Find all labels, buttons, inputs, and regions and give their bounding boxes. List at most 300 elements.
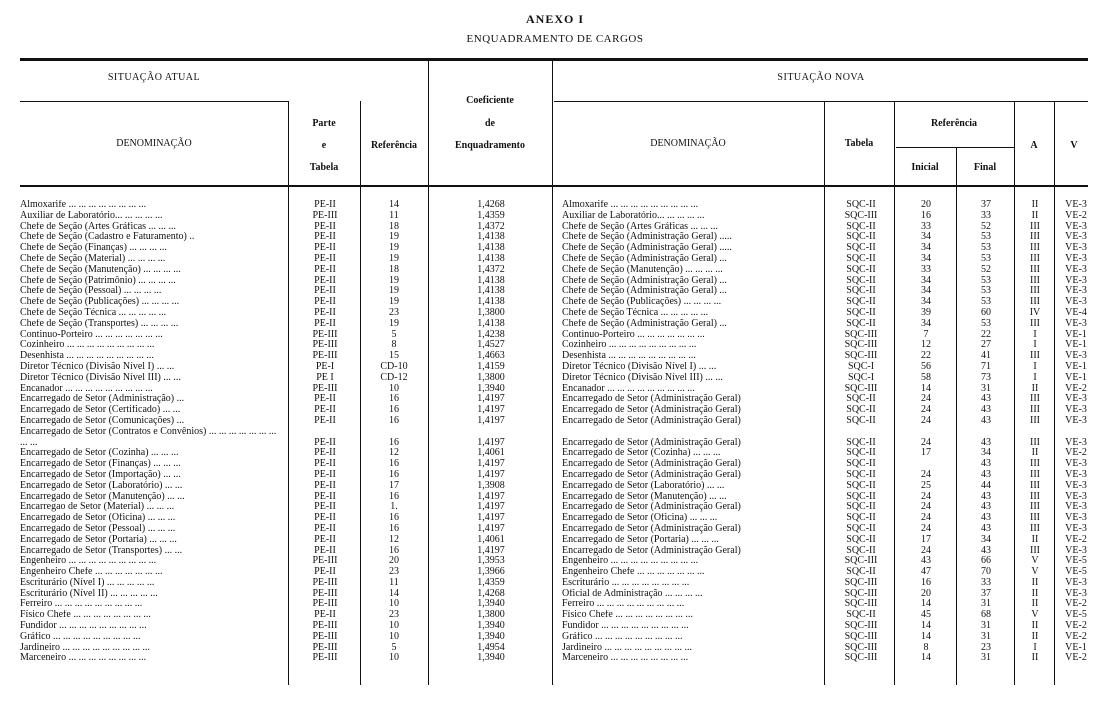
cell-coeficiente: 1,3940	[477, 653, 505, 664]
cell-referencia: 23	[389, 307, 399, 318]
cell-a: II	[1031, 588, 1039, 599]
cell-referencia-final: 60	[981, 307, 991, 318]
cell-v: VE-2	[1065, 534, 1087, 545]
cell-v: VE-3	[1065, 351, 1087, 362]
cell-a: II	[1031, 621, 1039, 632]
cell-a: III	[1030, 275, 1040, 286]
cell-v: VE-2	[1065, 599, 1087, 610]
header-divider-referencia	[896, 147, 1014, 148]
header-coeficiente: Coeficiente	[466, 95, 514, 106]
cell-tabela-nova: SQC-III	[844, 383, 878, 394]
cell-a: III	[1030, 232, 1040, 243]
cell-denominacao: Continuo-Porteiro ... ... ... ... ... ... ...	[20, 329, 163, 340]
cell-denominacao: Encarregado de Setor (Contratos e Convênios) ... ... ... ... ... ... ... ... ...	[20, 426, 277, 448]
cell-denominacao: Encarregado de Setor (Comunicações) ...	[20, 415, 185, 426]
cell-tabela: PE-II	[314, 318, 336, 329]
cell-tabela-nova: SQC-II	[846, 394, 876, 405]
cell-referencia-inicial: 24	[921, 502, 931, 513]
cell-tabela: PE-II	[314, 297, 336, 308]
cell-tabela: PE-II	[314, 448, 336, 459]
cell-denominacao-nova: Chefe de Seção (Publicações) ... ... ... ...	[562, 297, 722, 308]
cell-referencia-inicial: 34	[921, 318, 931, 329]
table-row	[0, 286, 1110, 297]
table-row	[0, 643, 1110, 654]
cell-denominacao: Cozinheiro ... ... ... ... ... ... ... ... ...	[20, 340, 155, 351]
cell-a: I	[1033, 329, 1037, 340]
cell-tabela: PE-II	[314, 264, 336, 275]
cell-coeficiente: 1,4138	[477, 297, 505, 308]
cell-referencia: 20	[389, 556, 399, 567]
cell-referencia: 16	[389, 459, 399, 470]
cell-coeficiente: 1,4268	[477, 588, 505, 599]
cell-referencia-inicial: 16	[921, 577, 931, 588]
cell-v: VE-3	[1065, 437, 1087, 448]
cell-coeficiente: 1,4238	[477, 329, 505, 340]
cell-tabela: PE-III	[312, 340, 338, 351]
cell-denominacao-nova: Gráfico ... ... ... ... ... ... ... ... ...	[562, 631, 683, 642]
cell-referencia-final: 37	[981, 588, 991, 599]
cell-referencia-inicial: 39	[921, 307, 931, 318]
cell-referencia-inicial: 24	[921, 405, 931, 416]
cell-denominacao: Diretor Técnico (Divisão Nível I) ... ...	[20, 361, 175, 372]
cell-v: VE-1	[1065, 361, 1087, 372]
cell-referencia-final: 43	[981, 415, 991, 426]
cell-a: V	[1031, 610, 1039, 621]
cell-coeficiente: 1,4138	[477, 243, 505, 254]
cell-referencia-final: 31	[981, 631, 991, 642]
cell-coeficiente: 1,3940	[477, 621, 505, 632]
cell-a: III	[1030, 253, 1040, 264]
cell-coeficiente: 1,3966	[477, 567, 505, 578]
header-situacao-nova: SITUAÇÃO NOVA	[777, 72, 865, 83]
cell-referencia-inicial: 8	[923, 642, 929, 653]
cell-denominacao: Encarregado de Setor (Laboratório) ... ...	[20, 480, 183, 491]
cell-referencia: 10	[389, 599, 399, 610]
cell-coeficiente: 1,3940	[477, 599, 505, 610]
cell-denominacao-nova: Físico Chefe ... ... ... ... ... ... ... ...	[562, 610, 693, 621]
cell-referencia: 11	[389, 210, 399, 221]
cell-tabela-nova: SQC-III	[844, 556, 878, 567]
cell-referencia-final: 43	[981, 491, 991, 502]
cell-denominacao-nova: Almoxarife ... ... ... ... ... ... ... ... ...	[562, 200, 699, 210]
cell-coeficiente: 1,4372	[477, 221, 505, 232]
cell-v: VE-1	[1065, 329, 1087, 340]
table-row	[0, 340, 1110, 351]
cell-a: II	[1031, 210, 1039, 221]
cell-referencia-final: 68	[981, 610, 991, 621]
cell-a: III	[1030, 545, 1040, 556]
cell-coeficiente: 1,4372	[477, 264, 505, 275]
table-row	[0, 362, 1110, 373]
cell-coeficiente: 1,4197	[477, 469, 505, 480]
table-row	[0, 513, 1110, 524]
cell-a: III	[1030, 523, 1040, 534]
cell-denominacao: Encarregado de Setor (Cozinha) ... ... ...	[20, 448, 179, 459]
cell-referencia-final: 43	[981, 469, 991, 480]
cell-coeficiente: 1,3940	[477, 631, 505, 642]
table-row	[0, 589, 1110, 600]
cell-tabela: PE-III	[312, 588, 338, 599]
cell-referencia-final: 43	[981, 545, 991, 556]
cell-referencia: 16	[389, 405, 399, 416]
cell-tabela: PE-II	[314, 491, 336, 502]
table-row	[0, 405, 1110, 416]
cell-tabela-nova: SQC-II	[846, 221, 876, 232]
table-row	[0, 297, 1110, 308]
cell-referencia: 19	[389, 275, 399, 286]
cell-referencia: 14	[389, 588, 399, 599]
header-divider-right	[554, 101, 1088, 102]
cell-referencia-inicial: 14	[921, 599, 931, 610]
cell-coeficiente: 1,4061	[477, 534, 505, 545]
cell-tabela: PE-II	[314, 513, 336, 524]
cell-referencia-final: 41	[981, 351, 991, 362]
cell-tabela-nova: SQC-II	[846, 286, 876, 297]
cell-denominacao: Escriturário (Nível II) ... ... ... ... ...	[20, 588, 158, 599]
cell-referencia-inicial: 24	[921, 513, 931, 524]
cell-tabela: PE-II	[314, 405, 336, 416]
cell-referencia-final: 52	[981, 221, 991, 232]
cell-v: VE-3	[1065, 264, 1087, 275]
cell-referencia: 23	[389, 567, 399, 578]
cell-coeficiente: 1,4197	[477, 459, 505, 470]
cell-tabela: PE-II	[314, 221, 336, 232]
cell-denominacao-nova: Encarregado de Setor (Administração Geral)	[562, 394, 741, 405]
cell-v: VE-3	[1065, 243, 1087, 254]
header-referencia: Referência	[370, 140, 418, 151]
cell-v: VE-3	[1065, 588, 1087, 599]
cell-tabela-nova: SQC-II	[846, 469, 876, 480]
cell-v: VE-3	[1065, 577, 1087, 588]
cell-referencia-inicial: 17	[921, 534, 931, 545]
cell-a: III	[1030, 480, 1040, 491]
cell-referencia: 12	[389, 448, 399, 459]
cell-referencia: 11	[389, 577, 399, 588]
cell-denominacao: Encanador ... ... ... ... ... ... ... ... ...	[20, 383, 153, 394]
cell-referencia-final: 33	[981, 210, 991, 221]
cell-v: VE-3	[1065, 394, 1087, 405]
cell-referencia-inicial: 58	[921, 372, 931, 383]
table-row	[0, 384, 1110, 395]
cell-tabela: PE I	[316, 372, 334, 383]
cell-coeficiente: 1,4197	[477, 545, 505, 556]
cell-referencia-inicial: 24	[921, 523, 931, 534]
cell-referencia: 16	[389, 415, 399, 426]
cell-denominacao: Físico Chefe ... ... ... ... ... ... ... ...	[20, 610, 151, 621]
cell-referencia: 14	[389, 200, 399, 210]
table-row	[0, 567, 1110, 578]
cell-referencia: 16	[389, 394, 399, 405]
cell-referencia: 19	[389, 243, 399, 254]
cell-v: VE-3	[1065, 253, 1087, 264]
cell-referencia-final: 31	[981, 653, 991, 664]
cell-a: III	[1030, 469, 1040, 480]
cell-denominacao-nova: Encanador ... ... ... ... ... ... ... ... ...	[562, 383, 695, 394]
cell-referencia: 18	[389, 264, 399, 275]
cell-a: III	[1030, 459, 1040, 470]
cell-tabela-nova: SQC-II	[846, 545, 876, 556]
cell-tabela: PE-III	[312, 631, 338, 642]
table-row	[0, 211, 1110, 222]
cell-referencia: 19	[389, 232, 399, 243]
cell-denominacao: Encarregado de Setor (Importação) ... ...	[20, 469, 181, 480]
cell-denominacao: Engenheiro ... ... ... ... ... ... ... ... ...	[20, 556, 157, 567]
table-row	[0, 610, 1110, 621]
cell-referencia-final: 31	[981, 621, 991, 632]
table-row	[0, 448, 1110, 459]
cell-coeficiente: 1,4138	[477, 286, 505, 297]
cell-referencia-final: 43	[981, 405, 991, 416]
table-row	[0, 319, 1110, 330]
cell-tabela: PE-II	[314, 502, 336, 513]
cell-referencia-inicial: 33	[921, 264, 931, 275]
table-row	[0, 556, 1110, 567]
cell-tabela-nova: SQC-II	[846, 480, 876, 491]
cell-coeficiente: 1,4138	[477, 232, 505, 243]
table-body	[0, 200, 1110, 664]
cell-a: II	[1031, 653, 1039, 664]
cell-referencia-final: 43	[981, 394, 991, 405]
cell-a: I	[1033, 340, 1037, 351]
cell-tabela-nova: SQC-II	[846, 610, 876, 621]
cell-referencia-inicial: 24	[921, 469, 931, 480]
cell-referencia-inicial: 24	[921, 545, 931, 556]
cell-denominacao-nova: Encarregado de Setor (Administração Geral)	[562, 437, 741, 448]
cell-coeficiente: 1,3908	[477, 480, 505, 491]
cell-a: III	[1030, 318, 1040, 329]
cell-denominacao-nova: Chefe de Seção (Administração Geral) ...	[562, 253, 727, 264]
cell-v: VE-2	[1065, 631, 1087, 642]
cell-tabela-nova: SQC-II	[846, 253, 876, 264]
cell-coeficiente: 1,4138	[477, 253, 505, 264]
cell-tabela-nova: SQC-II	[846, 264, 876, 275]
cell-v: VE-5	[1065, 567, 1087, 578]
cell-denominacao-nova: Chefe de Seção (Administração Geral) ...	[562, 286, 727, 297]
table-row	[0, 599, 1110, 610]
cell-referencia: 16	[389, 513, 399, 524]
cell-referencia-final: 53	[981, 253, 991, 264]
cell-denominacao: Encarregado de Setor (Certificado) ... ...	[20, 405, 181, 416]
cell-denominacao-nova: Chefe de Seção (Administração Geral) ...	[562, 275, 727, 286]
table-row	[0, 222, 1110, 233]
cell-tabela-nova: SQC-III	[844, 210, 878, 221]
cell-coeficiente: 1,4954	[477, 642, 505, 653]
cell-a: II	[1031, 599, 1039, 610]
cell-tabela: PE-II	[314, 415, 336, 426]
cell-denominacao: Chefe de Seção Técnica ... ... ... ... ...	[20, 307, 167, 318]
cell-denominacao-nova: Ferreiro ... ... ... ... ... ... ... ... ...	[562, 599, 685, 610]
cell-denominacao-nova: Chefe de Seção (Administração Geral) .....	[562, 232, 732, 243]
header-tabela-nova: Tabela	[844, 138, 874, 149]
cell-tabela-nova: SQC-III	[844, 599, 878, 610]
cell-denominacao: Chefe de Seção (Cadastro e Faturamento) ..	[20, 232, 195, 243]
cell-tabela: PE-II	[314, 469, 336, 480]
cell-coeficiente: 1,3800	[477, 610, 505, 621]
header-referencia-nova: Referência	[930, 118, 978, 129]
cell-coeficiente: 1,4197	[477, 415, 505, 426]
cell-tabela: PE-III	[312, 383, 338, 394]
cell-denominacao-nova: Chefe de Seção Técnica ... ... ... ... ...	[562, 307, 709, 318]
cell-coeficiente: 1,3953	[477, 556, 505, 567]
cell-referencia: 18	[389, 221, 399, 232]
cell-referencia-final: 43	[981, 437, 991, 448]
cell-tabela: PE-II	[314, 275, 336, 286]
cell-v: VE-3	[1065, 297, 1087, 308]
cell-referencia-final: 43	[981, 459, 991, 470]
cell-referencia-inicial: 14	[921, 383, 931, 394]
cell-v: VE-3	[1065, 415, 1087, 426]
cell-a: III	[1030, 221, 1040, 232]
header-situacao-atual: SITUAÇÃO ATUAL	[107, 72, 201, 83]
cell-tabela-nova: SQC-II	[846, 275, 876, 286]
document-title: ENQUADRAMENTO DE CARGOS	[466, 33, 644, 45]
cell-a: III	[1030, 297, 1040, 308]
cell-tabela-nova: SQC-II	[846, 232, 876, 243]
cell-denominacao: Ferreiro ... ... ... ... ... ... ... ... ...	[20, 599, 143, 610]
table-top-rule	[20, 58, 1088, 61]
cell-tabela: PE-II	[314, 480, 336, 491]
cell-denominacao: Chefe de Seção (Manutenção) ... ... ... ...	[20, 264, 181, 275]
cell-tabela: PE-II	[314, 253, 336, 264]
cell-referencia-inicial: 33	[921, 221, 931, 232]
cell-coeficiente: 1,3800	[477, 372, 505, 383]
cell-referencia-inicial: 45	[921, 610, 931, 621]
cell-v: VE-1	[1065, 340, 1087, 351]
header-v: V	[1070, 140, 1078, 151]
cell-referencia-inicial: 24	[921, 491, 931, 502]
table-row	[0, 200, 1110, 211]
cell-denominacao: Desenhista ... ... ... ... ... ... ... ... ...	[20, 351, 154, 362]
cell-tabela: PE-III	[312, 599, 338, 610]
cell-a: II	[1031, 448, 1039, 459]
header-a: A	[1030, 140, 1038, 151]
cell-tabela-nova: SQC-II	[846, 448, 876, 459]
cell-coeficiente: 1,4159	[477, 361, 505, 372]
cell-tabela-nova: SQC-III	[844, 329, 878, 340]
cell-referencia-final: 71	[981, 361, 991, 372]
cell-referencia-inicial: 17	[921, 448, 931, 459]
cell-coeficiente: 1,4138	[477, 275, 505, 286]
table-row	[0, 578, 1110, 589]
cell-referencia: 16	[389, 491, 399, 502]
cell-denominacao-nova: Continuo-Porteiro ... ... ... ... ... ... ...	[562, 329, 705, 340]
cell-referencia-final: 31	[981, 599, 991, 610]
cell-tabela: PE-II	[314, 567, 336, 578]
cell-tabela: PE-II	[314, 534, 336, 545]
cell-referencia-final: 31	[981, 383, 991, 394]
cell-tabela-nova: SQC-I	[847, 361, 875, 372]
cell-denominacao-nova: Encarregado de Setor (Administração Geral)	[562, 405, 741, 416]
cell-tabela: PE-II	[314, 610, 336, 621]
cell-denominacao-nova: Engenheiro Chefe ... ... ... ... ... ... ...	[562, 567, 705, 578]
cell-referencia-inicial: 34	[921, 243, 931, 254]
cell-a: III	[1030, 243, 1040, 254]
cell-referencia-final: 66	[981, 556, 991, 567]
cell-denominacao: Chefe de Seção (Material) ... ... ... ...	[20, 253, 166, 264]
cell-denominacao-nova: Chefe de Seção (Administração Geral) .....	[562, 243, 732, 254]
cell-referencia: 10	[389, 621, 399, 632]
cell-referencia-final: 52	[981, 264, 991, 275]
table-row	[0, 653, 1110, 664]
cell-referencia-final: 22	[981, 329, 991, 340]
cell-referencia: 12	[389, 534, 399, 545]
cell-a: V	[1031, 567, 1039, 578]
cell-v: VE-5	[1065, 610, 1087, 621]
cell-denominacao: Encarregao de Setor (Material) ... ... ...	[20, 502, 175, 513]
table-row	[0, 427, 1110, 449]
cell-tabela-nova: SQC-III	[844, 577, 878, 588]
cell-referencia: 5	[391, 642, 397, 653]
cell-v: VE-3	[1065, 545, 1087, 556]
cell-tabela-nova: SQC-III	[844, 588, 878, 599]
cell-v: VE-3	[1065, 232, 1087, 243]
table-row	[0, 524, 1110, 535]
cell-denominacao-nova: Encarregado de Setor (Cozinha) ... ... ...	[562, 448, 721, 459]
cell-coeficiente: 1,4663	[477, 351, 505, 362]
cell-v: VE-1	[1065, 642, 1087, 653]
cell-denominacao: Encarregado de Setor (Portaria) ... ... ...	[20, 534, 177, 545]
table-row	[0, 330, 1110, 341]
cell-a: IV	[1029, 307, 1041, 318]
header-enquadramento: Enquadramento	[454, 140, 525, 151]
cell-referencia: 16	[389, 469, 399, 480]
cell-tabela-nova: SQC-II	[846, 307, 876, 318]
cell-tabela: PE-III	[312, 621, 338, 632]
cell-denominacao-nova: Encarregado de Setor (Administração Geral)	[562, 469, 741, 480]
table-row	[0, 470, 1110, 481]
table-row	[0, 632, 1110, 643]
cell-referencia-inicial: 12	[921, 340, 931, 351]
cell-denominacao-nova: Fundidor ... ... ... ... ... ... ... ... ...	[562, 621, 689, 632]
table-row	[0, 481, 1110, 492]
cell-referencia-inicial: 20	[921, 588, 931, 599]
cell-referencia-final: 43	[981, 523, 991, 534]
cell-tabela: PE-II	[314, 200, 336, 210]
table-row	[0, 254, 1110, 265]
cell-denominacao-nova: Encarregado de Setor (Administração Geral)	[562, 459, 741, 470]
table-row	[0, 308, 1110, 319]
cell-v: VE-3	[1065, 275, 1087, 286]
cell-tabela: PE-II	[314, 232, 336, 243]
cell-tabela: PE-II	[314, 286, 336, 297]
cell-referencia: CD-10	[380, 361, 408, 372]
cell-v: VE-3	[1065, 318, 1087, 329]
cell-a: I	[1033, 361, 1037, 372]
cell-tabela-nova: SQC-III	[844, 642, 878, 653]
cell-tabela: PE-II	[314, 545, 336, 556]
cell-denominacao-nova: Auxiliar de Laboratório... ... ... ... ...	[562, 210, 705, 221]
cell-tabela-nova: SQC-II	[846, 297, 876, 308]
cell-referencia-inicial: 20	[921, 200, 931, 210]
cell-tabela-nova: SQC-III	[844, 653, 878, 664]
cell-referencia-inicial: 24	[921, 437, 931, 448]
cell-v: VE-2	[1065, 383, 1087, 394]
cell-denominacao-nova: Oficial de Administração ... ... ... ...	[562, 588, 703, 599]
table-row	[0, 373, 1110, 384]
table-row	[0, 416, 1110, 427]
cell-denominacao: Encarregado de Setor (Finanças) ... ... ...	[20, 459, 181, 470]
cell-a: III	[1030, 491, 1040, 502]
cell-a: I	[1033, 372, 1037, 383]
cell-tabela-nova: SQC-II	[846, 502, 876, 513]
header-denominacao: DENOMINAÇÃO	[116, 138, 192, 149]
cell-tabela-nova: SQC-II	[846, 243, 876, 254]
cell-denominacao-nova: Encarregado de Setor (Portaria) ... ... ...	[562, 534, 719, 545]
cell-coeficiente: 1,4197	[477, 437, 505, 448]
cell-tabela-nova: SQC-II	[846, 491, 876, 502]
cell-coeficiente: 1,4359	[477, 577, 505, 588]
cell-denominacao: Encarregado de Setor (Manutenção) ... ...	[20, 491, 185, 502]
